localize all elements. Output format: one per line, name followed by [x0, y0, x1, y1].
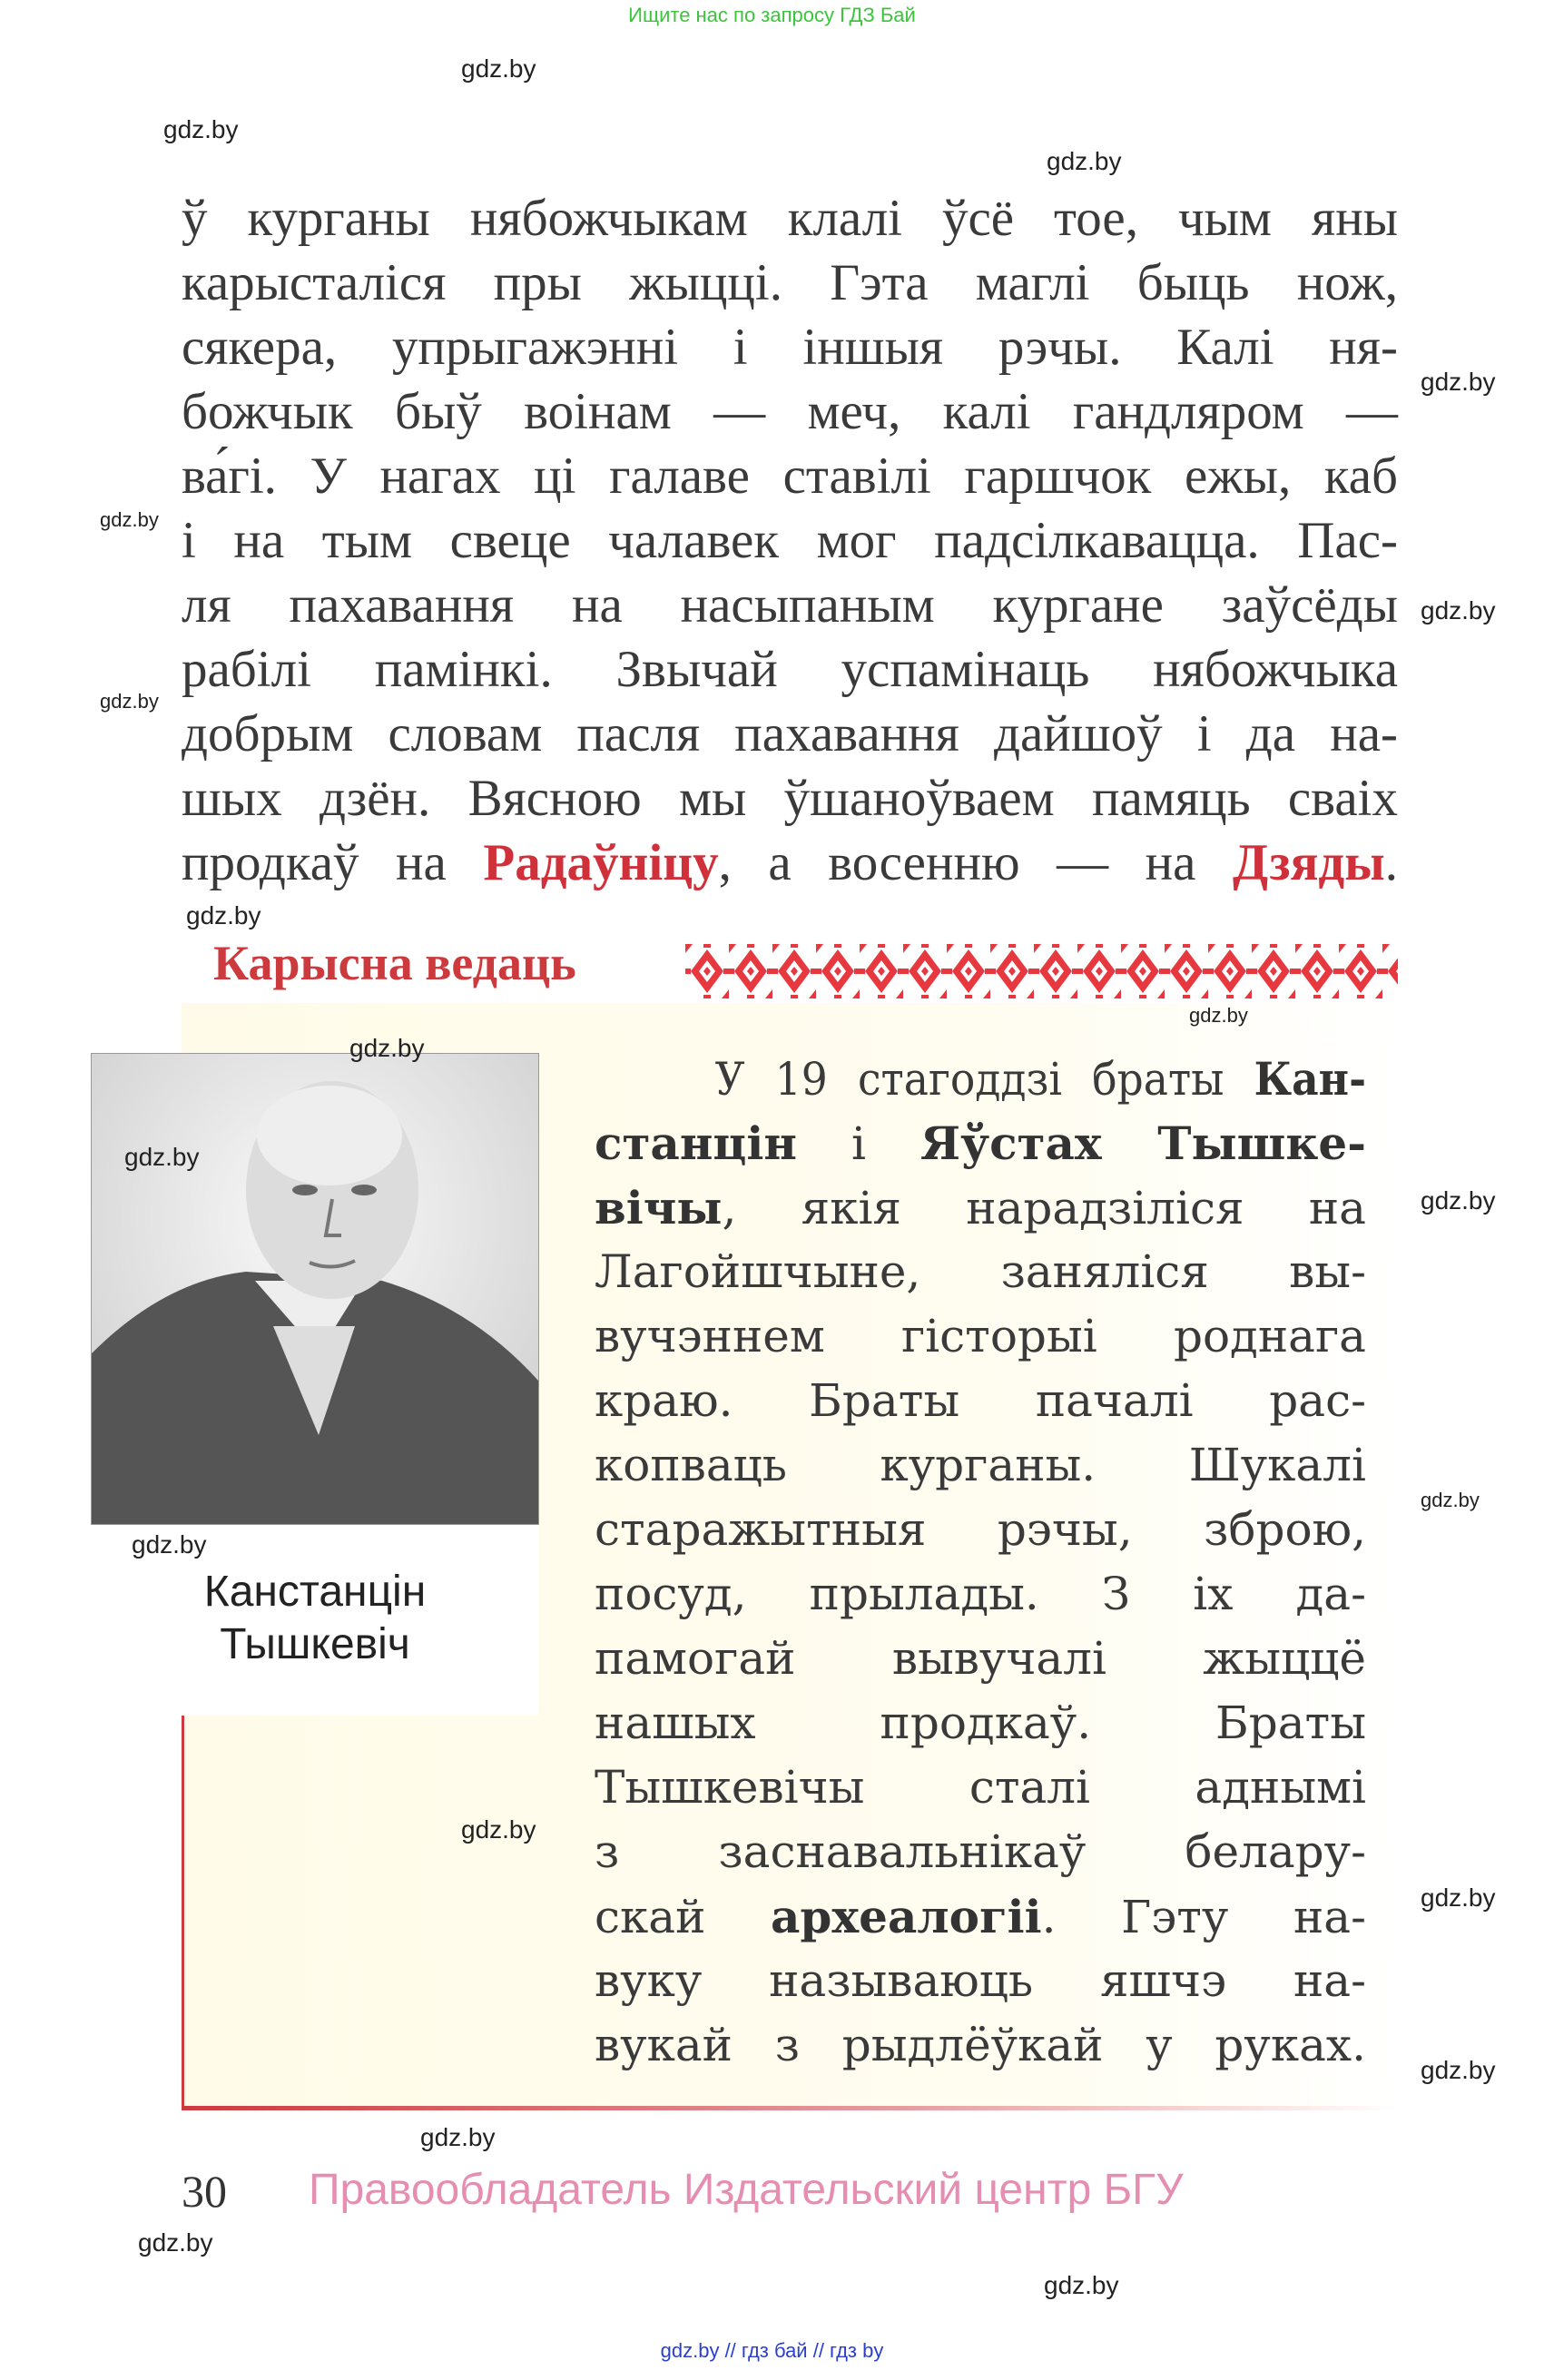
- watermark: gdz.by: [420, 2123, 496, 2151]
- text-segment: памогай вывучалі жыццё: [595, 1632, 1366, 1685]
- text-segment: ў курганы нябожчыкам клалі ўсё тое, чым яны: [182, 190, 1398, 247]
- text-line: [182, 186, 1398, 251]
- highlighted-term: Радаўніцу: [483, 834, 719, 891]
- bold-term: вічы: [595, 1181, 723, 1234]
- bold-term: Кан-: [1254, 1052, 1366, 1106]
- text-segment: і на тым свеце чалавек мог падсілкавацца. Пас-: [182, 512, 1398, 569]
- watermark: gdz.by: [1189, 1004, 1248, 1027]
- watermark: gdz.by: [124, 1143, 200, 1171]
- text-line: [595, 1304, 1366, 1369]
- text-segment: рабілі памінкі. Звычай успамінаць нябожчыка: [182, 641, 1398, 698]
- text-segment: добрым словам пасля пахавання дайшоў і да на-: [182, 705, 1398, 762]
- text-segment: У 19 стагоддзі браты: [595, 1053, 1254, 1106]
- text-line: [595, 1175, 1366, 1240]
- text-line: [595, 1691, 1366, 1755]
- search-hint: Ищите нас по запросу ГДЗ Бай: [628, 4, 916, 26]
- text-segment: , а восенню — на: [718, 834, 1234, 891]
- watermark: gdz.by: [163, 115, 239, 143]
- text-segment: з заснавальнікаў белару-: [595, 1825, 1366, 1878]
- text-line: [182, 251, 1398, 315]
- text-segment: карысталіся пры жыцці. Гэта маглі быць нож,: [182, 254, 1398, 311]
- footer-links[interactable]: gdz.by // гдз бай // гдз by: [660, 2339, 884, 2362]
- watermark: gdz.by: [138, 2228, 213, 2257]
- watermark: gdz.by: [100, 508, 159, 531]
- text-segment: продкаў на: [182, 834, 484, 891]
- page-number: 30: [182, 2166, 227, 2217]
- text-segment: і: [796, 1117, 920, 1170]
- text-segment: сякера, упрыгажэнні і іншыя рэчы. Калі ня-: [182, 319, 1398, 376]
- text-line: [595, 1240, 1366, 1304]
- text-segment: .: [1384, 834, 1398, 891]
- text-segment: вуку называюць яшчэ на-: [595, 1954, 1366, 2007]
- text-segment: , якія нарадзіліся на: [722, 1182, 1366, 1234]
- text-segment: божчык быў воінам — меч, калі гандляром —: [182, 383, 1398, 440]
- text-line: [182, 315, 1398, 379]
- ornament-border: [685, 944, 1398, 998]
- text-line: [595, 1949, 1366, 2013]
- text-segment: ля пахавання на насыпаным кургане заўсёды: [182, 576, 1398, 634]
- portrait-image: [91, 1053, 539, 1525]
- watermark: gdz.by: [461, 1815, 536, 1844]
- text-line: [182, 573, 1398, 637]
- text-line: [595, 1433, 1366, 1498]
- text-line: [182, 379, 1398, 444]
- watermark: gdz.by: [461, 54, 536, 83]
- text-line: [182, 766, 1398, 831]
- text-segment: вучэннем гісторыі роднага: [595, 1310, 1366, 1362]
- portrait-caption: [91, 1566, 539, 1671]
- copyright-notice: Правообладатель Издательский центр БГУ: [309, 2166, 1184, 2214]
- watermark: gdz.by: [100, 690, 159, 713]
- caption-first-name: Канстанцін: [203, 1568, 427, 1616]
- text-line: [595, 1820, 1366, 1884]
- bold-term: археалогіі: [771, 1890, 1042, 1943]
- text-line: [182, 702, 1398, 766]
- watermark: gdz.by: [1421, 596, 1496, 625]
- text-segment: ва́гі. У нагах ці галаве ставілі гаршчок ежы, каб: [182, 447, 1398, 505]
- info-box-bottom-border: [182, 2106, 1398, 2110]
- text-line: [595, 1562, 1366, 1627]
- text-line: [595, 1755, 1366, 1820]
- text-line: [595, 1047, 1366, 1111]
- bold-term: станцін: [595, 1116, 797, 1170]
- watermark: gdz.by: [1421, 1883, 1496, 1912]
- text-line: [182, 831, 1398, 895]
- watermark: gdz.by: [1047, 147, 1122, 175]
- info-box-left-border: [182, 1716, 184, 2109]
- text-segment: Тышкевічы сталі аднымі: [595, 1761, 1366, 1814]
- watermark: gdz.by: [132, 1530, 207, 1559]
- watermark: gdz.by: [186, 901, 261, 929]
- text-segment: шых дзён. Вясною мы ўшаноўваем памяць сваіх: [182, 770, 1398, 827]
- watermark: gdz.by: [1421, 368, 1496, 396]
- text-segment: краю. Браты пачалі рас-: [595, 1374, 1366, 1427]
- text-segment: посуд, прылады. З іх да-: [595, 1568, 1366, 1620]
- text-line: [595, 1498, 1366, 1562]
- text-line: [595, 1884, 1366, 1949]
- watermark: gdz.by: [1044, 2271, 1119, 2299]
- section-heading: Карысна ведаць: [213, 936, 576, 990]
- main-paragraph: [182, 186, 1398, 895]
- text-line: [595, 1369, 1366, 1433]
- text-segment: нашых продкаў. Браты: [595, 1696, 1366, 1749]
- text-segment: Лагойшчыне, заняліся вы-: [595, 1245, 1366, 1298]
- text-line: [182, 637, 1398, 702]
- watermark: gdz.by: [1421, 1489, 1480, 1511]
- text-line: [182, 444, 1398, 508]
- text-segment: копваць курганы. Шукалі: [595, 1439, 1366, 1491]
- text-line: [595, 1111, 1366, 1175]
- watermark: gdz.by: [1421, 1186, 1496, 1215]
- text-line: [182, 508, 1398, 573]
- bold-term: Яўстах Тышке-: [920, 1116, 1366, 1170]
- text-line: [595, 1627, 1366, 1691]
- text-segment: старажытныя рэчы, зброю,: [595, 1503, 1366, 1556]
- text-segment: скай: [595, 1891, 772, 1943]
- text-line: [595, 2013, 1366, 2078]
- watermark: gdz.by: [349, 1034, 425, 1062]
- watermark: gdz.by: [1421, 2056, 1496, 2084]
- text-segment: вукай з рыдлёўкай у руках.: [595, 2019, 1366, 2071]
- info-box-text: [595, 1047, 1366, 2078]
- highlighted-term: Дзяды: [1233, 834, 1385, 891]
- caption-last-name: Тышкевіч: [220, 1620, 410, 1668]
- text-segment: . Гэту на-: [1041, 1891, 1366, 1943]
